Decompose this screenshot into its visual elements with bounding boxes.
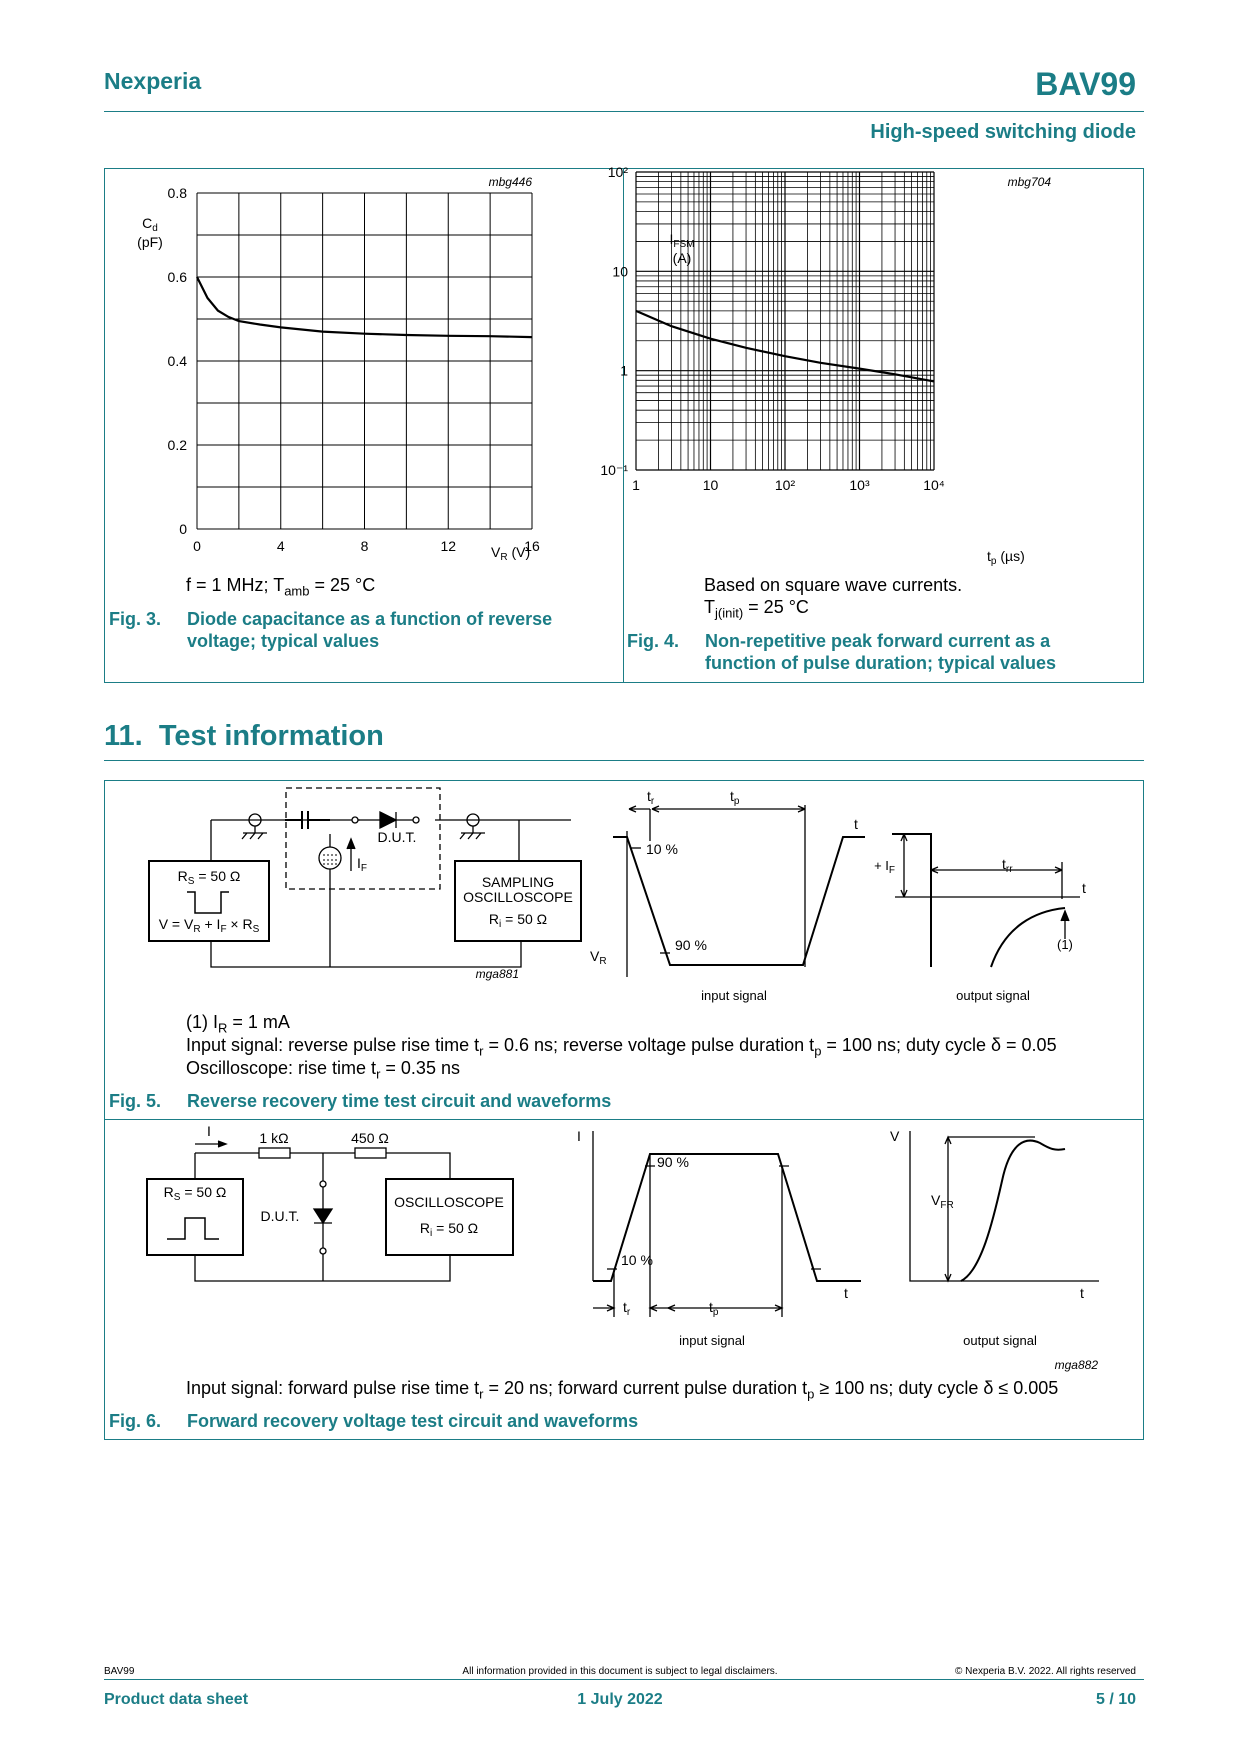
fig5-caption (109, 1090, 909, 1112)
fig5-output-wave (892, 834, 1065, 967)
fig3-yunit: (pF) (137, 234, 163, 250)
fig4-xtick-label: 10³ (849, 477, 870, 493)
fig3-yticks (168, 185, 188, 537)
fig5-output-label: output signal (956, 988, 1030, 1003)
fig3-xtick-label: 8 (360, 538, 369, 554)
fig4-ytick-label: 10⁻¹ (600, 462, 628, 478)
fig6-i-label: I (207, 1123, 211, 1139)
fig4-xtick-label: 10⁴ (923, 477, 945, 493)
fig6-i-axis-label: I (577, 1128, 581, 1144)
fig6-i-arrow (195, 1141, 226, 1147)
footer-date: 1 July 2022 (577, 1691, 663, 1708)
section-heading (104, 720, 384, 753)
fig5-t-label: t (854, 816, 858, 832)
fig4-xticks (632, 477, 945, 493)
footer-page: 5 / 10 (1095, 1691, 1136, 1708)
part-subtitle: High-speed switching diode (870, 121, 1136, 143)
fig4-xtick-label: 10 (702, 477, 719, 493)
fig3-code: mbg446 (488, 175, 532, 189)
fig4-ytick-label: 10 (612, 263, 628, 280)
fig5-trr-label: $t_{rr}$ (1002, 856, 1013, 875)
fig6-scope-ri: $R_i = 50$ Ω (419, 1220, 479, 1239)
fig6-vfr-marker (945, 1137, 1035, 1281)
fig3-number: Fig. 3. (109, 609, 162, 629)
fig5-caption-text: Reverse recovery time test circuit and waveforms (187, 1091, 612, 1111)
fig3-ytick-label: 0 (179, 521, 187, 537)
fig6-dut-node-bottom (320, 1248, 326, 1254)
fig5-tp-label: $t_p$ (730, 788, 740, 807)
fig6-caption (109, 1410, 909, 1432)
fig4-xtick-label: 1 (632, 477, 640, 493)
fig4-ylabel: $I_{FSM}$ (669, 231, 695, 250)
fig3-ytick-label: 0.4 (167, 353, 187, 369)
fig6-dut-diode (314, 1209, 332, 1223)
fig4-caption-text: Non-repetitive peak forward current as a function of pulse duration; typical values (705, 631, 1057, 673)
fig5-tr-marker (629, 806, 650, 841)
fig6-resistor-2 (355, 1148, 386, 1158)
fig3-caption (109, 608, 609, 654)
fig5-scope-line1: SAMPLING (481, 874, 555, 890)
fig5-note-3: Oscilloscope: rise time $t_r = 0.35$ ns (186, 1058, 460, 1082)
fig4-ytick-label: 10² (607, 164, 628, 180)
fig5-rs-label: $R_S = 50$ Ω (177, 868, 241, 887)
header-divider (104, 111, 1144, 112)
fig5-fig6-divider (104, 1119, 1144, 1120)
fig6-tr-label: $t_r$ (623, 1299, 631, 1318)
section-number: 11. (104, 720, 143, 752)
fig4-xlabel: $t_p$ (µs) (987, 548, 1025, 567)
fig5-vr-label: $V_R$ (590, 948, 607, 967)
fig6-p10-label: 10 % (621, 1252, 653, 1268)
fig6-scope-label: OSCILLOSCOPE (394, 1194, 504, 1210)
section-title: Test information (158, 720, 384, 752)
fig5-node-b (413, 817, 419, 823)
fig5-scope-line2: OSCILLOSCOPE (463, 889, 573, 905)
fig5-if-label: $I_F$ (357, 855, 367, 874)
fig6-p90-label: 90 % (657, 1154, 689, 1170)
fig4-caption (627, 630, 1137, 676)
fig6-tp-marker (668, 1166, 782, 1317)
fig3-ylabel: $C_d$ (142, 215, 158, 234)
fig6-dut-label: D.U.T. (260, 1208, 300, 1224)
fig5-mark1: (1) (1057, 937, 1073, 952)
fig3-condition: f = 1 MHz; $T_{amb} = 25$ °C (186, 575, 376, 599)
fig5-mark1-arrow (1061, 911, 1069, 939)
fig5-node-a (352, 817, 358, 823)
fig6-vfr-label: $V_{FR}$ (931, 1192, 954, 1211)
fig5-input-label: input signal (701, 988, 767, 1003)
fig6-tr-marker (593, 1154, 672, 1317)
fig6-input-t: t (844, 1285, 848, 1301)
fig5-rs-pulse (187, 892, 229, 913)
fig6-code: mga882 (1054, 1358, 1098, 1372)
fig6-diagram (105, 1121, 1143, 1371)
fig3-ytick-label: 0.6 (167, 269, 187, 285)
fig4-code: mbg704 (1007, 175, 1051, 189)
fig6-input-label: input signal (679, 1333, 745, 1348)
fig5-capacitor (285, 811, 330, 829)
fig5-current-source (319, 847, 341, 869)
fig6-caption-text: Forward recovery voltage test circuit and waveforms (187, 1411, 639, 1431)
brand-name: Nexperia (104, 68, 202, 94)
fig5-scope-ri: $R_i = 50$ Ω (488, 911, 548, 930)
fig5-trr-marker (931, 862, 1062, 899)
fig5-if-marker (901, 834, 907, 897)
fig4-xtick-label: 10² (774, 477, 796, 493)
fig5-p10-label: 10 % (646, 841, 678, 857)
fig6-output-t: t (1080, 1285, 1084, 1301)
fig3-xtick-label: 16 (524, 538, 540, 554)
fig4-condition-1: Based on square wave currents. (704, 575, 963, 595)
footer-copyright: © Nexperia B.V. 2022. All rights reserved (955, 1666, 1136, 1677)
fig3-xtick-label: 4 (276, 538, 285, 554)
footer-doc: BAV99 (104, 1666, 135, 1677)
fig5-diode (380, 812, 396, 828)
fig5-diagram (105, 781, 1143, 1001)
fig5-code: mga881 (475, 967, 519, 981)
fig5-out-t-label: t (1082, 880, 1086, 896)
fig6-scope-box (386, 1179, 513, 1255)
footer-divider (104, 1679, 1144, 1680)
section-divider (104, 760, 1144, 761)
footer-doc-type: Product data sheet (104, 1691, 249, 1708)
fig6-rs-pulse (167, 1218, 219, 1239)
fig3-ytick-label: 0.8 (167, 185, 187, 201)
fig6-resistor-1 (259, 1148, 290, 1158)
fig5-veq: $V = V_R + I_F \times R_S$ (158, 916, 260, 935)
fig6-rs-label: $R_S = 50$ Ω (163, 1184, 227, 1203)
fig6-r2-label: 450 Ω (351, 1130, 389, 1146)
fig4-ytick-label: 1 (620, 362, 628, 379)
fig5-number: Fig. 5. (109, 1091, 162, 1111)
fig6-dut-node-top (320, 1181, 326, 1187)
fig5-ground-left (242, 826, 267, 839)
fig6-output-label: output signal (963, 1333, 1037, 1348)
fig3-chart (105, 169, 622, 569)
fig3-xtick-label: 0 (193, 538, 201, 554)
fig3-ytick-label: 0.2 (167, 437, 187, 453)
fig5-note-2: Input signal: reverse pulse rise time $t_r = 0.6$ ns; reverse voltage pulse duration $t_p = 100$ ns; duty cycle δ = 0.05 (186, 1035, 1057, 1059)
fig6-note: Input signal: forward pulse rise time $t_r = 20$ ns; forward current pulse duration $t_p \ge 100$ ns; duty cycle δ ≤ 0.005 (186, 1378, 1059, 1402)
fig5-p90-label: 90 % (675, 937, 707, 953)
fig6-r1-label: 1 kΩ (259, 1130, 289, 1146)
part-number: BAV99 (1035, 66, 1136, 102)
fig6-number: Fig. 6. (109, 1411, 162, 1431)
fig3-grid (197, 193, 532, 529)
fig5-ground-right (460, 826, 485, 839)
fig4-number: Fig. 4. (627, 631, 680, 651)
fig3-xticks (193, 538, 540, 554)
fig3-caption-text: Diode capacitance as a function of reverse voltage; typical values (187, 609, 553, 651)
fig3-xlabel: $V_R$ (V) (491, 544, 531, 563)
fig3-xtick-label: 12 (440, 538, 457, 554)
fig5-note-1: (1) $I_R = 1$ mA (186, 1012, 290, 1036)
fig4-grid (636, 172, 934, 470)
fig4-yunit: (A) (672, 250, 692, 266)
fig5-dut-label: D.U.T. (377, 829, 417, 845)
fig5-plus-if: + $I_F$ (874, 858, 895, 876)
fig5-if-arrow (347, 839, 355, 871)
fig5-tr-label: $t_r$ (647, 788, 655, 807)
fig4-condition-2: $T_{j(init)} = 25$ °C (704, 597, 809, 621)
footer-disclaimer: All information provided in this document is subject to legal disclaimers. (462, 1666, 778, 1677)
fig6-output-wave (961, 1141, 1065, 1281)
fig4-chart (600, 164, 1143, 569)
fig6-v-label: V (890, 1128, 900, 1144)
fig5-wire-bottom (211, 941, 521, 967)
fig6-tp-label: $t_p$ (709, 1299, 719, 1318)
